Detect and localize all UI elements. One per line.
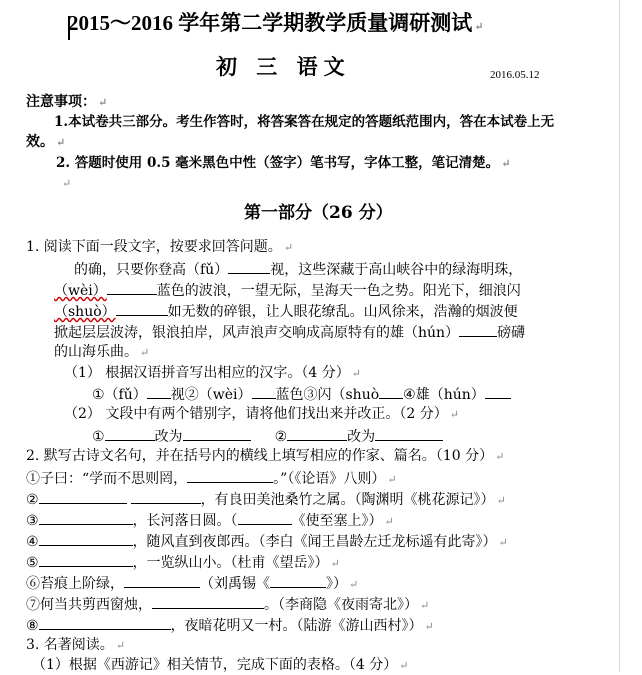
- paragraph-mark: ↵: [424, 620, 434, 633]
- poem-text: ③: [26, 513, 39, 529]
- poem-line-3: [26, 510, 394, 531]
- paragraph-mark: ↵: [387, 473, 397, 486]
- answer-blank[interactable]: [124, 573, 200, 588]
- notice-heading: [26, 93, 107, 112]
- answer-blank[interactable]: [131, 489, 201, 504]
- poem-line-7: [26, 594, 429, 615]
- answer-blank[interactable]: [459, 322, 497, 337]
- poem-text: ，有良田美池桑竹之属。（陶渊明《桃花源记》）: [200, 492, 495, 508]
- answer-blank[interactable]: [187, 468, 273, 483]
- question-text: （2） 文段中有两个错别字，请将他们找出来并改正。（2 分）: [64, 406, 448, 422]
- notice-item-1: 1.本试卷共三部分。考生作答时，将答案答在规定的答题纸范围内，答在本试卷上无: [54, 114, 555, 130]
- paragraph-mark: ↵: [330, 557, 340, 570]
- answer-blank[interactable]: [238, 510, 292, 525]
- paragraph-mark: ↵: [349, 578, 359, 591]
- title-text: 2015～2016 学年第二学期教学质量调研测试: [68, 11, 473, 35]
- paragraph-mark: ↵: [501, 157, 511, 170]
- answer-blank[interactable]: [152, 594, 264, 609]
- paragraph-mark: ↵: [399, 659, 409, 672]
- poem-line-2: [26, 489, 506, 510]
- passage-line-4: [54, 322, 525, 342]
- poem-text: （刘禹锡《: [200, 576, 270, 592]
- poem-line-1: [26, 468, 397, 489]
- notice-item-2-text: 2. 答题时使用 0.5 毫米黑色中性（签字）笔书写，字体工整，笔记清楚。: [56, 155, 500, 171]
- paragraph-mark: ↵: [140, 346, 150, 359]
- question-1: [26, 238, 293, 257]
- answer-blank[interactable]: [39, 510, 133, 525]
- passage-text: 的确，只要你登高（fǔ）: [74, 262, 229, 278]
- paragraph-mark: ↵: [495, 450, 505, 463]
- answer-label: 改为: [347, 429, 376, 445]
- poem-line-6: [26, 573, 358, 594]
- empty-line: [60, 174, 71, 193]
- question-2: [26, 447, 504, 466]
- exam-date: 2016.05.12: [490, 69, 540, 81]
- paragraph-mark: ↵: [420, 599, 430, 612]
- poem-line-4: [26, 531, 508, 552]
- paragraph-mark: ↵: [449, 408, 459, 421]
- question-1-1-answers: [92, 384, 511, 404]
- poem-line-5: [26, 552, 340, 573]
- answer-blank[interactable]: [39, 552, 133, 567]
- passage-text: 的山海乐曲。: [54, 344, 138, 360]
- answer-label: ①（fǔ）: [92, 387, 147, 403]
- answer-label: ②: [274, 429, 288, 445]
- answer-blank[interactable]: [147, 384, 171, 399]
- poem-text: ①子曰：“学而不思则罔，: [26, 471, 188, 487]
- passage-text: 视，这些深藏于高山峡谷中的绿海明珠，: [270, 262, 523, 278]
- poem-text: ，夜暗花明又一村。（陆游《游山西村》）: [170, 618, 423, 634]
- paragraph-mark: ↵: [62, 177, 72, 190]
- answer-label: 视②（wèi）: [170, 387, 252, 403]
- question-1-text: 1. 阅读下面一段文字，按要求回答问题。: [26, 239, 282, 255]
- question-text: （1） 根据汉语拼音写出相应的汉字。（4 分）: [64, 365, 350, 381]
- poem-text: 》）: [326, 576, 347, 592]
- notice-heading-text: 注意事项：: [26, 94, 96, 110]
- answer-blank[interactable]: [116, 301, 168, 316]
- poem-text: ②: [26, 492, 39, 508]
- passage-line-5: [54, 343, 149, 362]
- answer-blank[interactable]: [39, 489, 127, 504]
- poem-text: ⑥苔痕上阶绿，: [26, 576, 124, 592]
- question-1-1: [64, 364, 361, 383]
- passage-line-1: [74, 259, 522, 279]
- question-3-1: [32, 656, 408, 675]
- paragraph-mark: ↵: [56, 136, 66, 149]
- answer-blank[interactable]: [39, 531, 133, 546]
- page-right-margin: [619, 0, 642, 672]
- question-text: （1）根据《西游记》相关情节，完成下面的表格。（4 分）: [32, 657, 398, 673]
- answer-blank[interactable]: [270, 573, 326, 588]
- exam-subtitle: 初 三 语文: [216, 54, 351, 79]
- poem-text: ⑧: [26, 618, 39, 634]
- poem-text: ⑤: [26, 555, 39, 571]
- paragraph-mark: ↵: [283, 241, 294, 254]
- answer-blank[interactable]: [252, 384, 276, 399]
- poem-line-8: [26, 615, 434, 636]
- passage-text: 掀起层层波涛，银浪拍岸，风声浪声交响成高原特有的雄（hún）: [54, 325, 460, 341]
- passage-text: （wèi）: [54, 283, 107, 299]
- notice-item-1-end: 效。: [26, 134, 54, 150]
- answer-blank[interactable]: [375, 426, 443, 441]
- exam-title: [68, 11, 484, 36]
- passage-text: 磅礴: [497, 325, 526, 341]
- poem-text: ，随风直到夜郎西。（李白《闻王昌龄左迁龙标遥有此寄》）: [132, 534, 497, 550]
- poem-text: ，长河落日圆。（: [132, 513, 238, 529]
- passage-text: （shuò）: [54, 304, 116, 320]
- answer-blank[interactable]: [485, 384, 511, 399]
- paragraph-mark: ↵: [498, 536, 508, 549]
- question-3-text: 3. 名著阅读。: [26, 637, 114, 653]
- notice-item-1-cont: [26, 133, 65, 152]
- paragraph-mark: ↵: [115, 639, 126, 652]
- answer-blank[interactable]: [287, 426, 347, 441]
- poem-text: 《使至塞上》）: [291, 513, 383, 529]
- passage-text: 蓝色的波浪，一望无际，呈海天一色之势。阳光下，细浪闪: [156, 283, 521, 299]
- poem-text: 。”（《论语》八则）: [273, 471, 386, 487]
- section-1-heading: 第一部分（26 分）: [244, 203, 393, 223]
- question-1-2-answers: [92, 426, 443, 446]
- paragraph-mark: ↵: [496, 494, 506, 507]
- answer-blank[interactable]: [379, 384, 403, 399]
- paragraph-mark: ↵: [98, 96, 108, 109]
- answer-label: ④雄（hún）: [403, 387, 485, 403]
- poem-text: ，一览纵山小。（杜甫《望岳》）: [132, 555, 329, 571]
- answer-label: 改为: [154, 429, 183, 445]
- question-2-text: 2. 默写古诗文名句，并在括号内的横线上填写相应的作家、篇名。（10 分）: [26, 448, 494, 464]
- question-1-2: [64, 405, 459, 424]
- passage-text: 如无数的碎银，让人眼花缭乱。山风徐来，浩瀚的烟波便: [167, 304, 518, 320]
- passage-line-3: [54, 301, 518, 321]
- poem-text: ⑦何当共剪西窗烛，: [26, 597, 152, 613]
- answer-blank[interactable]: [183, 426, 251, 441]
- answer-blank[interactable]: [228, 259, 270, 274]
- paragraph-mark: ↵: [384, 515, 394, 528]
- question-3: [26, 636, 125, 655]
- paragraph-mark: ↵: [474, 21, 484, 33]
- notice-item-2: [56, 154, 510, 173]
- passage-line-2: [54, 280, 521, 300]
- answer-label: 蓝色③闪（shuò: [275, 387, 380, 403]
- answer-blank[interactable]: [105, 426, 155, 441]
- paragraph-mark: ↵: [351, 367, 361, 380]
- poem-text: 。（李商隐《夜雨寄北》）: [264, 597, 418, 613]
- answer-blank[interactable]: [107, 280, 157, 295]
- answer-blank[interactable]: [39, 615, 171, 630]
- answer-label: ①: [92, 429, 105, 445]
- poem-text: ④: [26, 534, 39, 550]
